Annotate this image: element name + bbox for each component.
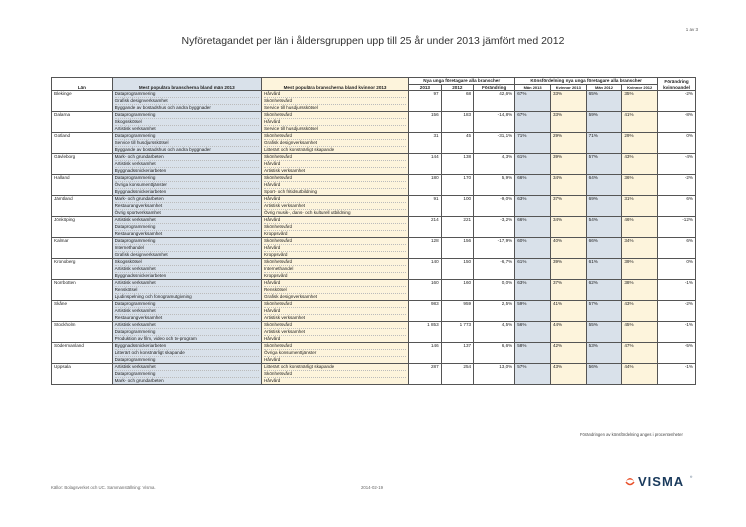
header-new-companies: Nya unga företagare alla branscher (409, 78, 515, 85)
men-2013-cell: 66% (515, 175, 551, 196)
industry-item: Skönhetsvård (264, 301, 406, 308)
count-2013-cell: 91 (409, 196, 441, 217)
header-2012: 2012 (441, 84, 473, 91)
industry-item: Service till husdjursskötsel (263, 105, 318, 110)
industry-item: Hårvård (264, 119, 406, 126)
industry-item: Dataprogrammering (114, 357, 156, 362)
women-share-change-cell: -5% (658, 343, 696, 364)
industry-item: Dataprogrammering (115, 371, 259, 378)
change-cell: -14,8% (474, 112, 515, 133)
industry-item: Hårvård (263, 378, 281, 383)
women-2012-cell: 35% (622, 91, 658, 112)
men-industries-cell (112, 301, 261, 322)
industry-item: Hårvård (264, 182, 406, 189)
women-2013-cell: 42% (550, 343, 586, 364)
count-2012-cell: 68 (441, 91, 473, 112)
count-2013-cell: 140 (409, 259, 441, 280)
men-2013-cell: 67% (515, 91, 551, 112)
table-row (52, 154, 696, 175)
industry-item: Renskötsel (264, 287, 406, 294)
header-women: Mest populära branscherna bland kvinnor 2013 (261, 78, 408, 91)
page-title: Nyföretagandet per län i åldersgruppen upp till 25 år under 2013 jämfört med 2012 (181, 35, 565, 47)
count-2013-cell: 287 (409, 364, 441, 385)
industry-item: Byggnadssnickeriarbeten (114, 168, 167, 173)
change-cell: -6,7% (474, 259, 515, 280)
industry-item: Dataprogrammering (115, 91, 259, 98)
women-industries-cell (261, 196, 408, 217)
industry-item: Övriga konsumenttjänster (115, 182, 259, 189)
change-cell: 2,5% (474, 301, 515, 322)
county-cell: Kronoberg (52, 259, 113, 280)
table-row (52, 322, 696, 343)
count-2013-cell: 31 (409, 133, 441, 154)
count-2013-cell: 156 (409, 112, 441, 133)
count-2012-cell: 1 773 (441, 322, 473, 343)
men-industries-cell (112, 154, 261, 175)
men-2013-cell: 57% (515, 364, 551, 385)
industry-item: Skogsskötsel (115, 259, 259, 266)
women-industries-cell (261, 364, 408, 385)
men-industries-cell (112, 112, 261, 133)
men-2013-cell: 60% (515, 238, 551, 259)
men-2012-cell: 65% (586, 91, 622, 112)
women-2013-cell: 29% (550, 133, 586, 154)
industry-item: Byggnadssnickeriarbeten (114, 189, 167, 194)
women-industries-cell (261, 154, 408, 175)
industry-item: Skönhetsvård (264, 322, 406, 329)
county-cell: Dalarna (52, 112, 113, 133)
women-industries-cell (261, 91, 408, 112)
men-2012-cell: 56% (586, 364, 622, 385)
women-2012-cell: 36% (622, 175, 658, 196)
industry-item: Restaurangverksamhet (115, 203, 259, 210)
women-2013-cell: 39% (550, 259, 586, 280)
change-cell: 5,9% (474, 175, 515, 196)
footer-date: 2014-02-19 (361, 485, 383, 490)
men-2013-cell: 61% (515, 259, 551, 280)
county-cell: Blekinge (52, 91, 113, 112)
industry-item: Grafisk designverksamhet (115, 98, 259, 105)
industry-item: Mark- och grundarbeten (115, 154, 259, 161)
count-2013-cell: 97 (409, 91, 441, 112)
men-2013-cell: 71% (515, 133, 551, 154)
industry-item: Hårvård (263, 336, 281, 341)
women-2012-cell: 47% (622, 343, 658, 364)
men-2012-cell: 64% (586, 175, 622, 196)
women-2013-cell: 37% (550, 280, 586, 301)
industry-item: Dataprogrammering (115, 224, 259, 231)
women-2012-cell: 45% (622, 322, 658, 343)
header-women-2012: Kvinnor 2012 (622, 84, 658, 91)
count-2013-cell: 144 (409, 154, 441, 175)
industry-item: Skönhetsvård (264, 98, 406, 105)
women-share-change-cell: -2% (658, 91, 696, 112)
women-share-change-cell: -1% (658, 322, 696, 343)
women-share-change-cell: -2% (658, 301, 696, 322)
women-2013-cell: 43% (550, 364, 586, 385)
change-cell: -9,0% (474, 196, 515, 217)
industry-item: Service till husdjursskötsel (115, 140, 259, 147)
industry-item: Ljudinspelning och fonogramutgivning (114, 294, 192, 299)
county-cell: Stockholm (52, 322, 113, 343)
industry-item: Litterärt och konstnärligt skapande (115, 350, 259, 357)
count-2013-cell: 1 853 (409, 322, 441, 343)
count-2013-cell: 128 (409, 238, 441, 259)
men-2012-cell: 61% (586, 259, 622, 280)
women-2012-cell: 43% (622, 154, 658, 175)
industry-item: Artistisk verksamhet (115, 217, 259, 224)
men-industries-cell (112, 343, 261, 364)
men-2012-cell: 55% (586, 322, 622, 343)
industry-item: Hårvård (264, 245, 406, 252)
women-share-change-cell: -8% (658, 112, 696, 133)
industry-item: Dataprogrammering (115, 329, 259, 336)
count-2013-cell: 983 (409, 301, 441, 322)
women-industries-cell (261, 217, 408, 238)
county-cell: Gävleborg (52, 154, 113, 175)
industry-item: Artistisk verksamhet (114, 126, 156, 131)
footer-source: Källor: Bolagsverket och UC. Sammanställning: Visma. (51, 485, 156, 490)
women-2013-cell: 41% (550, 301, 586, 322)
women-2012-cell: 34% (622, 238, 658, 259)
women-2012-cell: 39% (622, 259, 658, 280)
men-2012-cell: 53% (586, 343, 622, 364)
industry-item: Byggnadssnickeriarbeten (115, 343, 259, 350)
men-2013-cell: 56% (515, 322, 551, 343)
women-industries-cell (261, 133, 408, 154)
industry-item: Litterärt och konstnärligt skapande (263, 147, 335, 152)
county-cell: Jämtland (52, 196, 113, 217)
men-2012-cell: 57% (586, 301, 622, 322)
industry-item: Artistisk verksamhet (115, 161, 259, 168)
women-2012-cell: 46% (622, 217, 658, 238)
count-2012-cell: 137 (441, 343, 473, 364)
industry-item: Restaurangverksamhet (114, 315, 163, 320)
men-2012-cell: 54% (586, 217, 622, 238)
table-row (52, 112, 696, 133)
change-cell: 6,6% (474, 343, 515, 364)
county-cell: Kalmar (52, 238, 113, 259)
industry-item: Hårvård (264, 217, 406, 224)
men-industries-cell (112, 91, 261, 112)
industry-item: Skönhetsvård (264, 133, 406, 140)
women-2013-cell: 37% (550, 196, 586, 217)
industry-item: Skönhetsvård (264, 259, 406, 266)
industry-item: Artistisk verksamhet (115, 280, 259, 287)
svg-text:®: ® (690, 475, 693, 479)
industry-item: Kroppsvård (263, 273, 288, 278)
industry-item: Övrig sportverksamhet (114, 210, 161, 215)
industry-item: Artistisk verksamhet (115, 322, 259, 329)
industry-item: Kroppsvård (263, 231, 288, 236)
count-2012-cell: 100 (441, 196, 473, 217)
industry-item: Hårvård (264, 280, 406, 287)
industry-item: Skönhetsvård (264, 112, 406, 119)
table-row (52, 343, 696, 364)
svg-text:VISMA: VISMA (638, 474, 685, 489)
women-2013-cell: 44% (550, 322, 586, 343)
men-2012-cell: 57% (586, 154, 622, 175)
women-share-change-cell: -4% (658, 154, 696, 175)
header-men-2013: Män 2013 (515, 84, 551, 91)
industry-item: Skönhetsvård (264, 238, 406, 245)
men-industries-cell (112, 175, 261, 196)
table-row (52, 217, 696, 238)
visma-logo (624, 473, 696, 489)
women-2013-cell: 33% (550, 91, 586, 112)
table-row (52, 280, 696, 301)
women-share-change-cell: 0% (658, 259, 696, 280)
women-industries-cell (261, 343, 408, 364)
women-2013-cell: 34% (550, 175, 586, 196)
table-row (52, 196, 696, 217)
county-cell: Uppsala (52, 364, 113, 385)
page-number: 1 av 3 (685, 27, 698, 32)
change-cell: 13,0% (474, 364, 515, 385)
men-2012-cell: 59% (586, 112, 622, 133)
men-industries-cell (112, 238, 261, 259)
count-2013-cell: 214 (409, 217, 441, 238)
industry-item: Grafisk designverksamhet (263, 294, 318, 299)
industry-item: Mark- och grundarbeten (114, 378, 164, 383)
county-cell: Skåne (52, 301, 113, 322)
women-2012-cell: 31% (622, 196, 658, 217)
county-cell: Jönköping (52, 217, 113, 238)
women-industries-cell (261, 175, 408, 196)
industry-item: Skönhetsvård (264, 175, 406, 182)
change-cell: -3,2% (474, 217, 515, 238)
women-2012-cell: 41% (622, 112, 658, 133)
change-cell: -17,9% (474, 238, 515, 259)
count-2012-cell: 254 (441, 364, 473, 385)
industry-item: Dataprogrammering (115, 301, 259, 308)
table-row (52, 364, 696, 385)
men-industries-cell (112, 196, 261, 217)
count-2013-cell: 180 (409, 175, 441, 196)
women-industries-cell (261, 301, 408, 322)
women-industries-cell (261, 112, 408, 133)
women-industries-cell (261, 280, 408, 301)
industry-item: Byggande av bostadshus och andra byggnader (114, 105, 211, 110)
men-2013-cell: 63% (515, 196, 551, 217)
table-row (52, 175, 696, 196)
men-2012-cell: 71% (586, 133, 622, 154)
county-cell: Södermanland (52, 343, 113, 364)
change-cell: 4,5% (474, 322, 515, 343)
industry-item: Renskötsel (115, 287, 259, 294)
industry-item: Grafisk designverksamhet (264, 140, 406, 147)
men-industries-cell (112, 217, 261, 238)
change-cell: -31,1% (474, 133, 515, 154)
count-2012-cell: 156 (441, 238, 473, 259)
count-2013-cell: 160 (409, 280, 441, 301)
men-2013-cell: 66% (515, 217, 551, 238)
count-2012-cell: 138 (441, 154, 473, 175)
table-row (52, 259, 696, 280)
women-2013-cell: 34% (550, 217, 586, 238)
count-2012-cell: 221 (441, 217, 473, 238)
table-row (52, 91, 696, 112)
men-industries-cell (112, 364, 261, 385)
women-share-change-cell: -1% (658, 364, 696, 385)
industry-item: Byggnadssnickeriarbeten (114, 273, 167, 278)
industry-item: Skogsskötsel (115, 119, 259, 126)
change-cell: 42,6% (474, 91, 515, 112)
industry-item: Dataprogrammering (115, 112, 259, 119)
women-share-change-cell: -12% (658, 217, 696, 238)
industry-item: Hårvård (263, 357, 281, 362)
women-2012-cell: 44% (622, 364, 658, 385)
women-share-change-cell: -1% (658, 280, 696, 301)
men-2012-cell: 66% (586, 238, 622, 259)
change-cell: 0,0% (474, 280, 515, 301)
women-2012-cell: 43% (622, 301, 658, 322)
industry-item: Artistisk verksamhet (115, 308, 259, 315)
table-row (52, 238, 696, 259)
industry-item: Hårvård (264, 308, 406, 315)
industry-item: Skönhetsvård (264, 371, 406, 378)
industry-item: Mark- och grundarbeten (115, 196, 259, 203)
men-2012-cell: 62% (586, 280, 622, 301)
count-2012-cell: 150 (441, 259, 473, 280)
industry-item: Dataprogrammering (115, 175, 259, 182)
industry-item: Hårvård (264, 196, 406, 203)
industry-item: Skönhetsvård (264, 343, 406, 350)
industry-item: Restaurangverksamhet (114, 231, 163, 236)
women-industries-cell (261, 322, 408, 343)
women-2013-cell: 40% (550, 238, 586, 259)
women-2013-cell: 33% (550, 112, 586, 133)
industry-item: Artistisk verksamhet (115, 266, 259, 273)
industry-item: Kroppsvård (263, 252, 288, 257)
women-2013-cell: 39% (550, 154, 586, 175)
industry-item: Artistisk verksamhet (263, 168, 306, 173)
header-gender-distribution: Könsfördelning nya unga företagare alla branscher (515, 78, 658, 85)
header-2013: 2013 (409, 84, 441, 91)
count-2012-cell: 959 (441, 301, 473, 322)
industry-item: Artistisk verksamhet (263, 315, 306, 320)
count-2012-cell: 160 (441, 280, 473, 301)
table-row (52, 301, 696, 322)
header-change: Förändring (474, 84, 515, 91)
women-share-change-cell: 6% (658, 196, 696, 217)
industry-item: Sport- och fritidsutbildning (263, 189, 318, 194)
industry-item: Artistisk verksamhet (115, 364, 259, 371)
data-table (51, 77, 696, 385)
count-2012-cell: 45 (441, 133, 473, 154)
industry-item: Internethandel (115, 245, 259, 252)
industry-item: Byggande av bostadshus och andra byggnader (114, 147, 211, 152)
men-2012-cell: 69% (586, 196, 622, 217)
men-2013-cell: 67% (515, 112, 551, 133)
men-2013-cell: 61% (515, 154, 551, 175)
men-2013-cell: 59% (515, 301, 551, 322)
women-industries-cell (261, 238, 408, 259)
table-row (52, 133, 696, 154)
men-industries-cell (112, 259, 261, 280)
industry-item: Övrig musik-, dans- och kulturell utbildning (263, 210, 351, 215)
industry-item: Dataprogrammering (115, 238, 259, 245)
men-industries-cell (112, 280, 261, 301)
industry-item: Skönhetsvård (264, 224, 406, 231)
header-lan: Län (52, 78, 113, 91)
industry-item: Produktion av film, video och tv-program (114, 336, 197, 341)
women-2012-cell: 38% (622, 280, 658, 301)
industry-item: Internethandel (264, 266, 406, 273)
county-cell: Halland (52, 175, 113, 196)
count-2012-cell: 183 (441, 112, 473, 133)
women-share-change-cell: -2% (658, 175, 696, 196)
header-change-women: Förändring kvinnoandel (658, 78, 696, 91)
header-men: Mest populära branscherna bland män 2013 (112, 78, 261, 91)
industry-item: Artistisk verksamhet (264, 203, 406, 210)
women-share-change-cell: 0% (658, 133, 696, 154)
men-industries-cell (112, 133, 261, 154)
industry-item: Artistisk verksamhet (264, 329, 406, 336)
county-cell: Gotland (52, 133, 113, 154)
women-industries-cell (261, 259, 408, 280)
industry-item: Hårvård (264, 161, 406, 168)
men-2013-cell: 58% (515, 343, 551, 364)
industry-item: Hårvård (264, 91, 406, 98)
count-2013-cell: 146 (409, 343, 441, 364)
industry-item: Litterärt och konstnärligt skapande (264, 364, 406, 371)
industry-item: Grafisk designverksamhet (114, 252, 168, 257)
industry-item: Skönhetsvård (264, 154, 406, 161)
county-cell: Norrbotten (52, 280, 113, 301)
count-2012-cell: 170 (441, 175, 473, 196)
women-2012-cell: 29% (622, 133, 658, 154)
men-2013-cell: 63% (515, 280, 551, 301)
header-men-2012: Män 2012 (586, 84, 622, 91)
industry-item: Dataprogrammering (115, 133, 259, 140)
header-women-2013: Kvinnor 2013 (550, 84, 586, 91)
change-cell: 4,3% (474, 154, 515, 175)
industry-item: Service till husdjursskötsel (263, 126, 318, 131)
industry-item: Övriga konsumenttjänster (264, 350, 406, 357)
footnote: Förändringen av könsfördelning anges i procentenheter (580, 432, 683, 437)
women-share-change-cell: 6% (658, 238, 696, 259)
men-industries-cell (112, 322, 261, 343)
